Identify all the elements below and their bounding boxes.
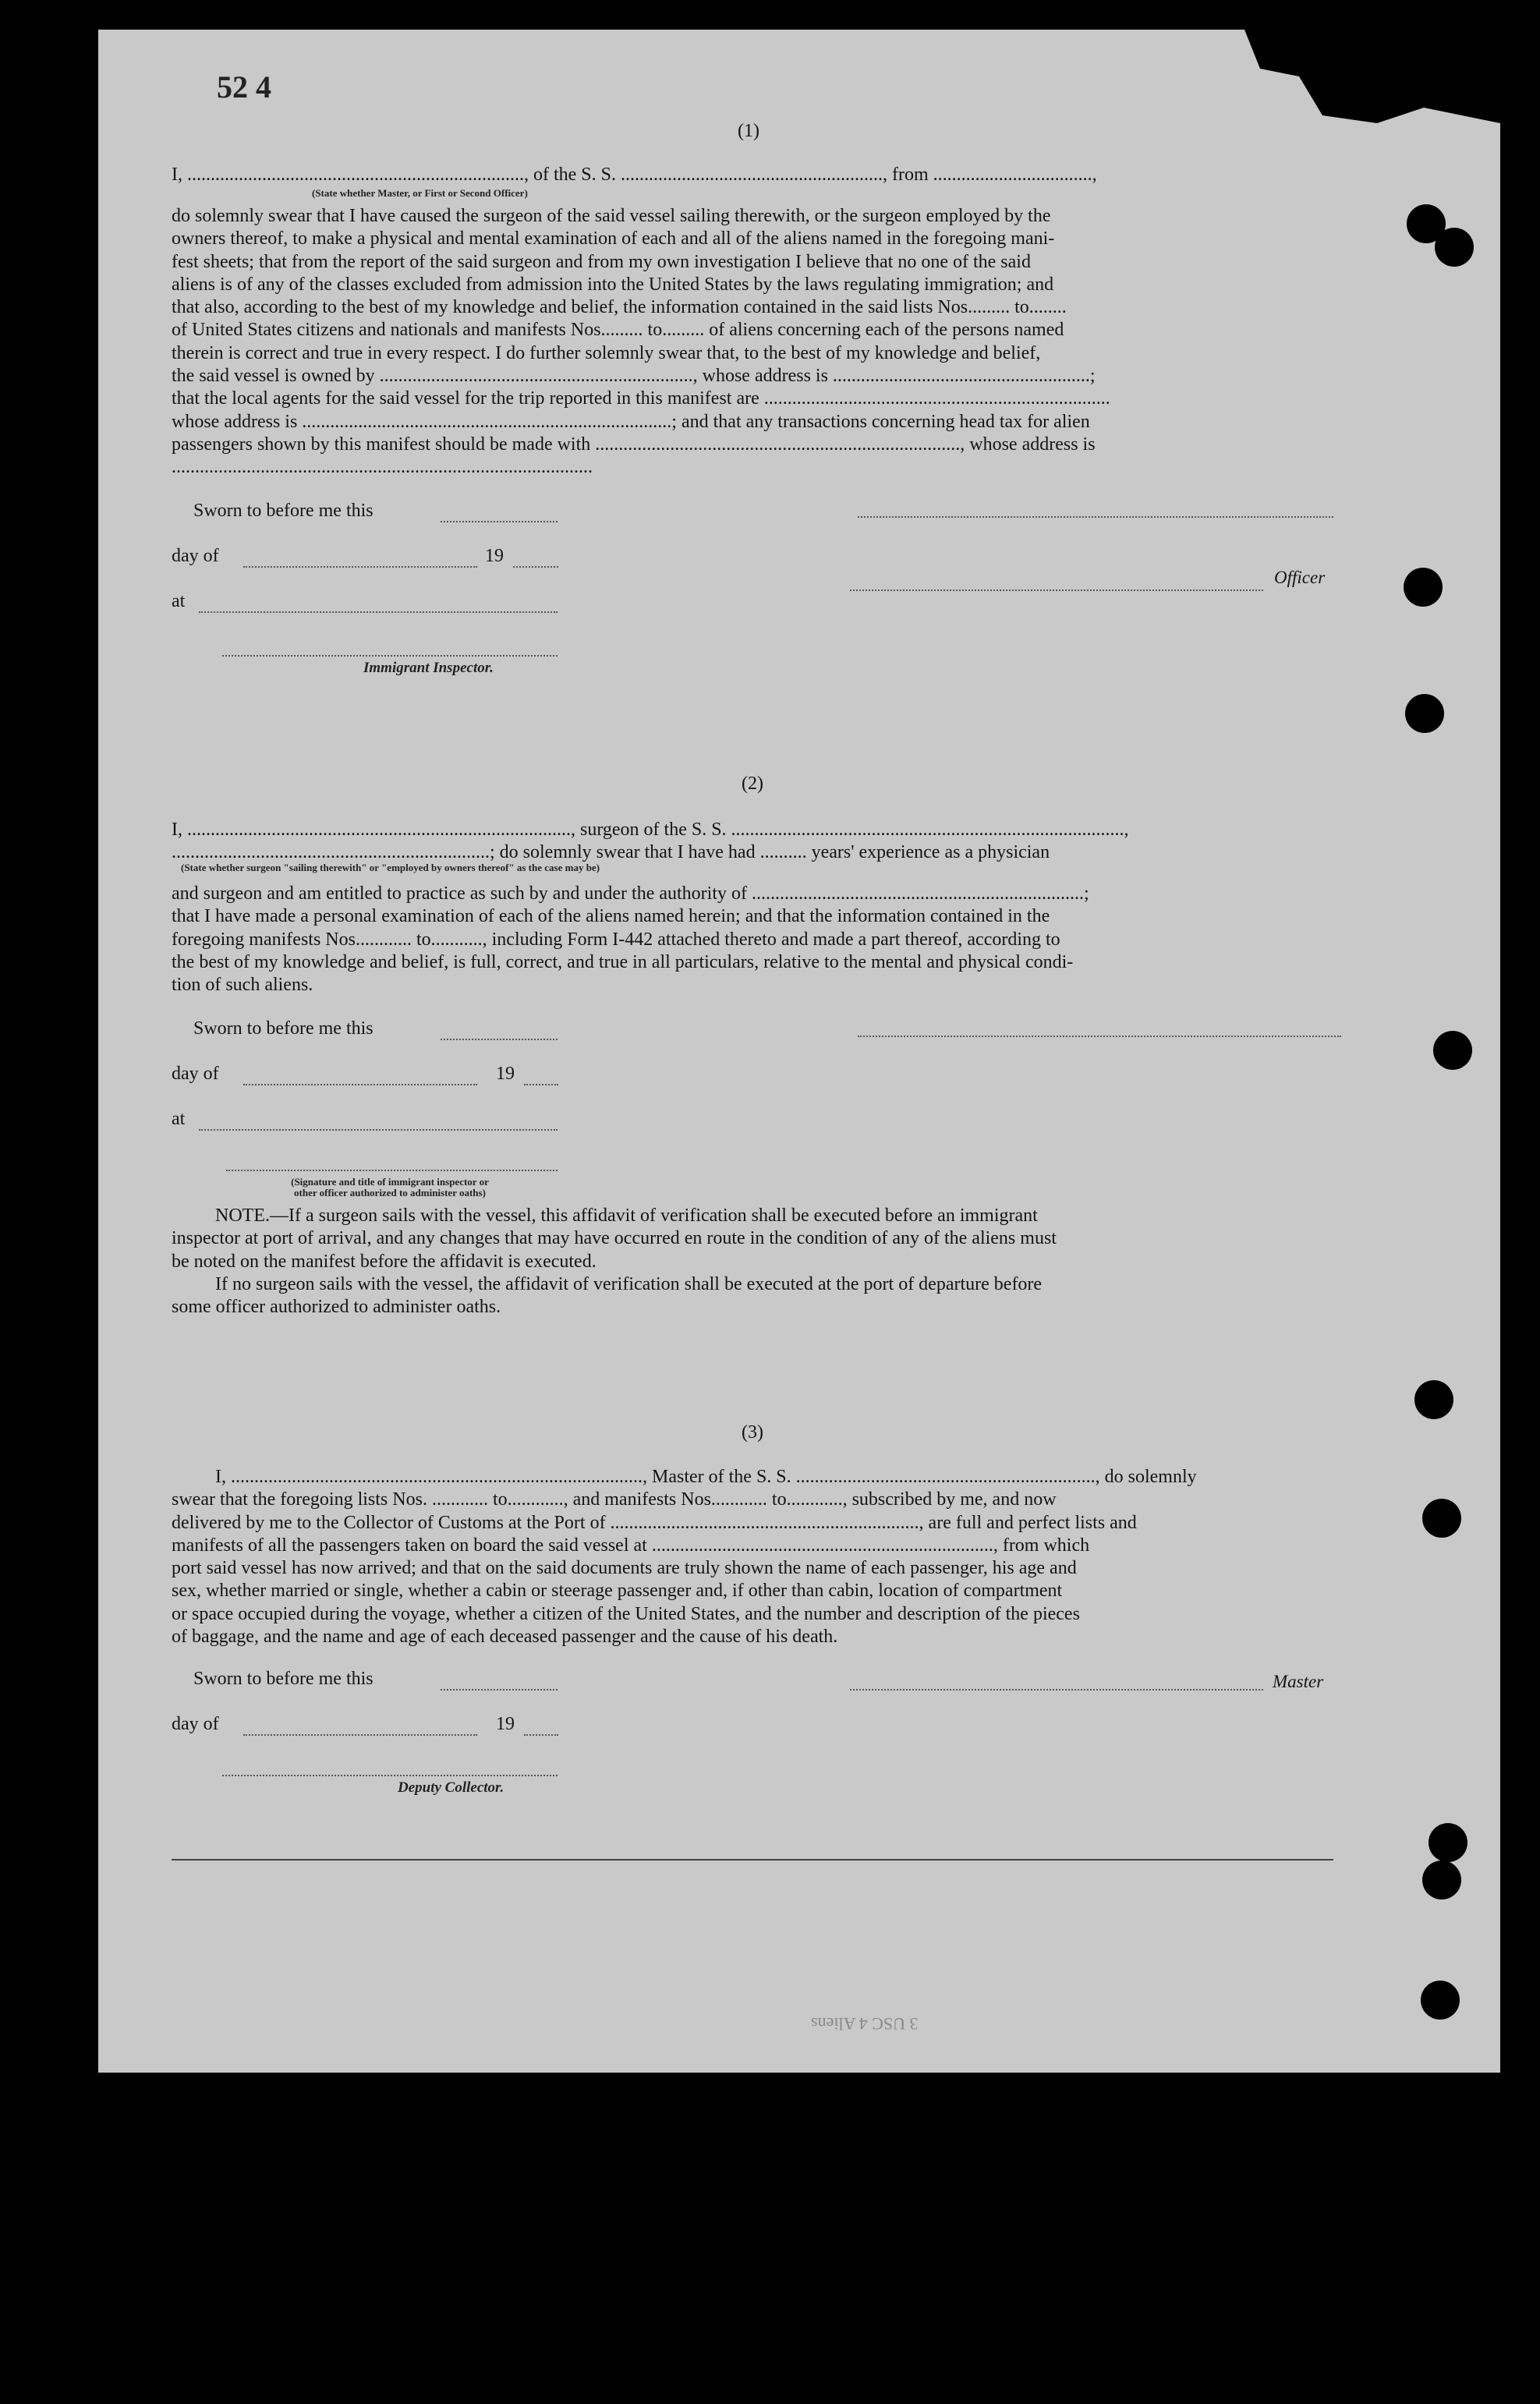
immigrant-inspector-title: Immigrant Inspector. <box>363 660 494 676</box>
section-1-year-label: 19 <box>485 546 504 566</box>
paragraph-line: the said vessel is owned by ..................................................................., whose address is .......................................................; <box>172 366 1096 387</box>
section-3-sworn-label: Sworn to before me this <box>193 1669 373 1689</box>
section-1-at-label: at <box>172 591 186 611</box>
paragraph-line: delivered by me to the Collector of Customs at the Port of .................................................................., are full and perfect lists and <box>172 1512 1137 1533</box>
deputy-collector-title: Deputy Collector. <box>398 1779 504 1796</box>
paragraph-line: passengers shown by this manifest should be made with .............................................................................., whose address is <box>172 434 1096 455</box>
paragraph-line: therein is correct and true in every respect. I do further solemnly swear that, to the best of my knowledge and belief, <box>172 342 1041 363</box>
section-2-opening <box>172 819 1343 865</box>
section-2-day-label: day of <box>172 1064 219 1084</box>
signature-caption-line: other officer authorized to administer oaths) <box>294 1187 486 1198</box>
paragraph-line: that I have made a personal examination of each of the aliens named herein; and that the information contained in the <box>172 906 1050 927</box>
master-signature-blank <box>850 1689 1263 1691</box>
paragraph-line: fest sheets; that from the report of the said surgeon and from my own investigation I believe that no one of the said <box>172 251 1031 272</box>
paragraph-line: I, ........................................................................................, Master of the S. S. ................................................................, do solemnly <box>215 1467 1197 1487</box>
section-2-opening-line: I, .................................................................................., surgeon of the S. S. ...................................................................................., <box>172 820 1129 840</box>
section-2-opening-caption: (State whether surgeon "sailing therewith" or "employed by owners thereof" as the case may be) <box>181 862 600 873</box>
day-blank <box>243 566 477 568</box>
day-blank <box>243 1084 477 1085</box>
section-1-opening-caption: (State whether Master, or First or Second Officer) <box>312 187 528 199</box>
punch-hole <box>1435 228 1474 267</box>
section-2-number: (2) <box>742 774 763 794</box>
section-2-year-label: 19 <box>496 1064 515 1084</box>
punch-hole <box>1414 1380 1453 1419</box>
paragraph-line: that the local agents for the said vessel for the trip reported in this manifest are .......................................................................... <box>172 388 1110 409</box>
punch-hole <box>1422 1499 1461 1538</box>
bottom-rule <box>172 1859 1333 1861</box>
inspector-signature-blank <box>222 655 558 657</box>
paragraph-line: aliens is of any of the classes excluded from admission into the United States by the laws regulating immigration; and <box>172 274 1054 295</box>
punch-hole <box>1422 1861 1461 1899</box>
punch-hole <box>1428 1823 1467 1862</box>
section-2-sworn-label: Sworn to before me this <box>193 1018 373 1039</box>
sworn-date-blank <box>441 521 558 522</box>
signature-caption-line: (Signature and title of immigrant inspector or <box>291 1176 489 1188</box>
officer-signature-blank-top <box>858 516 1333 518</box>
section-1-opening <box>172 164 1343 186</box>
sworn-date-blank <box>441 1039 558 1040</box>
punch-hole <box>1433 1031 1472 1070</box>
section-2-at-label: at <box>172 1109 186 1129</box>
corner-handwritten-marks: 52 4 <box>217 69 271 104</box>
paragraph-line: .......................................................................................... <box>172 457 593 478</box>
year-blank <box>524 1084 558 1085</box>
paragraph-line: port said vessel has now arrived; and that on the said documents are truly shown the name of each passenger, his age and <box>172 1558 1077 1579</box>
paragraph-line: manifests of all the passengers taken on board the said vessel at ........................................................................., from which <box>172 1535 1090 1556</box>
punch-hole <box>1405 694 1444 733</box>
surgeon-signature-blank <box>858 1036 1341 1037</box>
section-2-paragraph <box>172 883 1343 997</box>
year-blank <box>513 566 558 568</box>
officer-signature-blank <box>850 589 1263 591</box>
sworn-date-blank <box>441 1689 558 1691</box>
paragraph-line: sex, whether married or single, whether a cabin or steerage passenger and, if other than cabin, location of compartment <box>172 1581 1063 1602</box>
punch-hole <box>1421 1981 1460 2020</box>
officer-label: Officer <box>1274 568 1326 587</box>
section-1-sworn-label: Sworn to before me this <box>193 501 373 521</box>
section-3-year-label: 19 <box>496 1714 515 1734</box>
section-1-paragraph <box>172 205 1343 480</box>
section-1-number: (1) <box>738 121 759 141</box>
footer-stamp: 3 USC 4 Aliens <box>811 2014 919 2034</box>
paragraph-line: foregoing manifests Nos............ to..........., including Form I-442 attached thereto and made a part thereof, according to <box>172 929 1060 950</box>
section-1-opening-line: I, ........................................................................, of the S. S. ........................................................, from .................................., <box>172 165 1097 185</box>
note-line: inspector at port of arrival, and any changes that may have occurred en route in the condition of any of the aliens must <box>172 1228 1057 1249</box>
note-line: some officer authorized to administer oaths. <box>172 1297 501 1318</box>
at-blank <box>199 1129 558 1131</box>
section-1-day-label: day of <box>172 546 219 566</box>
punch-hole <box>1404 568 1443 607</box>
section-3-paragraph <box>172 1466 1343 1648</box>
day-blank <box>243 1734 477 1736</box>
paragraph-line: do solemnly swear that I have caused the surgeon of the said vessel sailing therewith, or the surgeon employed by the <box>172 206 1051 226</box>
paragraph-line: of baggage, and the name and age of each deceased passenger and the cause of his death. <box>172 1627 838 1648</box>
paragraph-line: tion of such aliens. <box>172 975 313 996</box>
section-3-day-label: day of <box>172 1714 219 1734</box>
note-line: If no surgeon sails with the vessel, the affidavit of verification shall be executed at the port of departure before <box>215 1273 1043 1294</box>
note-line: NOTE.—If a surgeon sails with the vessel, this affidavit of verification shall be executed before an immigrant <box>215 1206 1038 1226</box>
paragraph-line: owners thereof, to make a physical and mental examination of each and all of the aliens named in the foregoing mani- <box>172 228 1055 250</box>
section-2-note <box>172 1205 1343 1319</box>
paragraph-line: the best of my knowledge and belief, is full, correct, and true in all particulars, relative to the mental and physical condi- <box>172 951 1074 972</box>
at-blank <box>199 611 558 613</box>
paragraph-line: swear that the foregoing lists Nos. ............ to............, and manifests Nos............ to............, subscribed by me, and now <box>172 1489 1057 1510</box>
section-2-opening-line: ....................................................................; do solemnly swear that I have had .......... years' experience as a physician <box>172 842 1050 863</box>
paragraph-line: whose address is ...............................................................................; and that any transactions concerning head tax for alien <box>172 411 1090 432</box>
paragraph-line: that also, according to the best of my knowledge and belief, the information contained in the said lists Nos......... to........ <box>172 297 1067 318</box>
section-3-number: (3) <box>742 1422 763 1443</box>
year-blank <box>524 1734 558 1736</box>
paragraph-line: and surgeon and am entitled to practice as such by and under the authority of .......................................................................; <box>172 883 1089 904</box>
collector-signature-blank <box>222 1775 558 1776</box>
paragraph-line: of United States citizens and nationals and manifests Nos......... to......... of aliens concerning each of the persons named <box>172 320 1064 341</box>
note-line: be noted on the manifest before the affidavit is executed. <box>172 1251 597 1272</box>
master-label: Master <box>1273 1672 1324 1691</box>
paragraph-line: or space occupied during the voyage, whether a citizen of the United States, and the number and description of the pieces <box>172 1603 1080 1624</box>
authorized-officer-signature-blank <box>226 1170 558 1171</box>
